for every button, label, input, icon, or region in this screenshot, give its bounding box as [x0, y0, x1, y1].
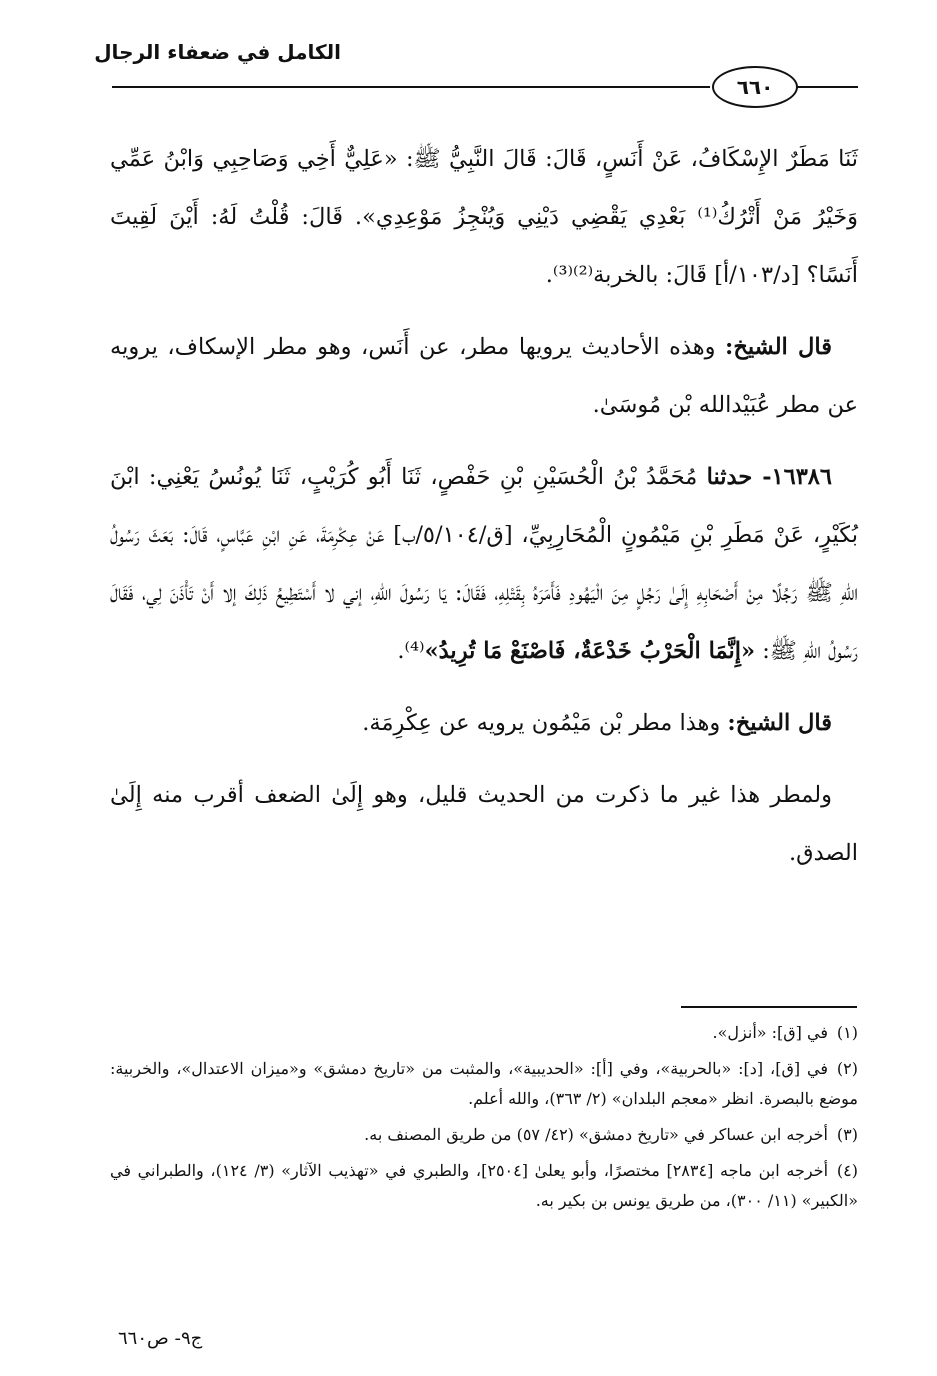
- footnote-number: (١): [836, 1023, 858, 1042]
- footnote-number: (٤): [836, 1161, 859, 1180]
- header-rule-right: [795, 86, 858, 88]
- footnote-ref: ⁽⁴⁾.: [397, 638, 425, 664]
- footnotes: [110, 1018, 858, 1222]
- paragraph-text: ثَنَا مَطَرٌ الإِسْكَافُ، عَنْ أَنَسٍ، قَالَ: قَالَ النَّبِيُّ ﷺ: «عَلِيٌّ أَخِي وَصَاحِبِي وَابْنُ عَمِّي وَخَيْرُ مَنْ أَتْرُكُ⁽¹⁾ بَعْدِي يَقْضِي دَيْنِي وَيُنْجِزُ مَوْعِدِي». قَالَ: قُلْتُ لَهُ: أَيْنَ لَقِيتَ أَنَسًا؟ [د/١٠٣/أ] قَالَ: بالخربة⁽²⁾⁽³⁾.: [110, 146, 858, 288]
- paragraph-sheikh-comment-1: [110, 318, 858, 434]
- footnote-number: (٣): [836, 1125, 858, 1144]
- footnote-number: (٢): [836, 1059, 859, 1078]
- paragraph-text: مُحَمَّدُ بْنُ الْحُسَيْنِ بْنِ حَفْصٍ، ثَنَا أَبُو كُرَيْبٍ، ثَنَا يُونُسُ يَعْنِي: ابْنَ بُكَيْرٍ، عَنْ مَطَرِ بْنِ مَيْمُونٍ الْمُحَارِبِيِّ، [ق/٥/١٠٤/ب] عَنْ عِكْرِمَةَ، عَنِ ابْنِ عَبَّاسٍ، قَالَ: بَعَثَ رَسُولُ اللهِ ﷺ رَجُلًا مِنْ أَصْحَابِهِ إِلَىٰ رَجُلٍ مِنَ الْيَهُودِ فَأَمَرَهُ بِقَتْلِهِ، فَقَالَ: يَا رَسُولَ اللهِ، إني لا أَسْتَطِيعُ ذَلِكَ إلا أَنْ تَأْذَنَ لِي، فَقَالَ رَسُولُ اللهِ ﷺ:: [110, 464, 858, 664]
- footnote: [110, 1018, 858, 1048]
- sheikh-label: قال الشيخ:: [725, 334, 832, 360]
- hadith-quote: «إِنَّمَا الْحَرْبُ خَدْعَةٌ، فَاصْنَعْ مَا تُرِيدُ»: [424, 638, 756, 664]
- paragraph-text: وهذا مطر بْن مَيْمُون يرويه عن عِكْرِمَة.: [362, 710, 728, 736]
- hadith-number-label: ١٦٣٨٦- حدثنا: [706, 464, 832, 490]
- paragraph-sheikh-comment-2: [110, 694, 858, 752]
- paragraph-closing: [110, 766, 858, 882]
- footnote-separator: [681, 1006, 857, 1008]
- footnote-text: أخرجه ابن عساكر في «تاريخ دمشق» (٤٢/ ٥٧) من طريق المصنف به.: [364, 1125, 828, 1144]
- paragraph-hadith-16386: [110, 448, 858, 680]
- paragraph-text: وهذه الأحاديث يرويها مطر، عن أَنَس، وهو مطر الإسكاف، يرويه عن مطر عُبَيْدالله بْن مُوسَىٰ.: [110, 334, 858, 418]
- footnote: [110, 1054, 858, 1114]
- footnote-text: في [ق]: «أنزل».: [712, 1023, 828, 1042]
- header-rule: [112, 86, 710, 88]
- running-header-title: الكامل في ضعفاء الرجال: [94, 40, 341, 64]
- footnote-text: في [ق]، [د]: «بالحربية»، وفي [أ]: «الحديبية»، والمثبت من «تاريخ دمشق» و«ميزان الاعتدال»، والخربية: موضع بالبصرة. انظر «معجم البلدان» (٢/ ٣٦٣)، والله أعلم.: [110, 1059, 858, 1108]
- page-number-badge: ٦٦٠: [712, 66, 798, 108]
- footnote: [110, 1156, 858, 1216]
- footnote: [110, 1120, 858, 1150]
- main-text: [110, 130, 858, 882]
- sheikh-label: قال الشيخ:: [727, 710, 832, 736]
- paragraph-text: ولمطر هذا غير ما ذكرت من الحديث قليل، وهو إِلَىٰ الضعف أقرب منه إِلَىٰ الصدق.: [110, 782, 858, 866]
- footnote-text: أخرجه ابن ماجه [٢٨٣٤] مختصرًا، وأبو يعلىٰ [٢٥٠٤]، والطبري في «تهذيب الآثار» (٣/ ١٢٤)، والطبراني في «الكبير» (١١/ ٣٠٠)، من طريق يونس بن بكير به.: [110, 1161, 858, 1210]
- volume-page-footer: ج٩- ص٦٦٠: [118, 1328, 203, 1349]
- paragraph-hadith-continuation: [110, 130, 858, 304]
